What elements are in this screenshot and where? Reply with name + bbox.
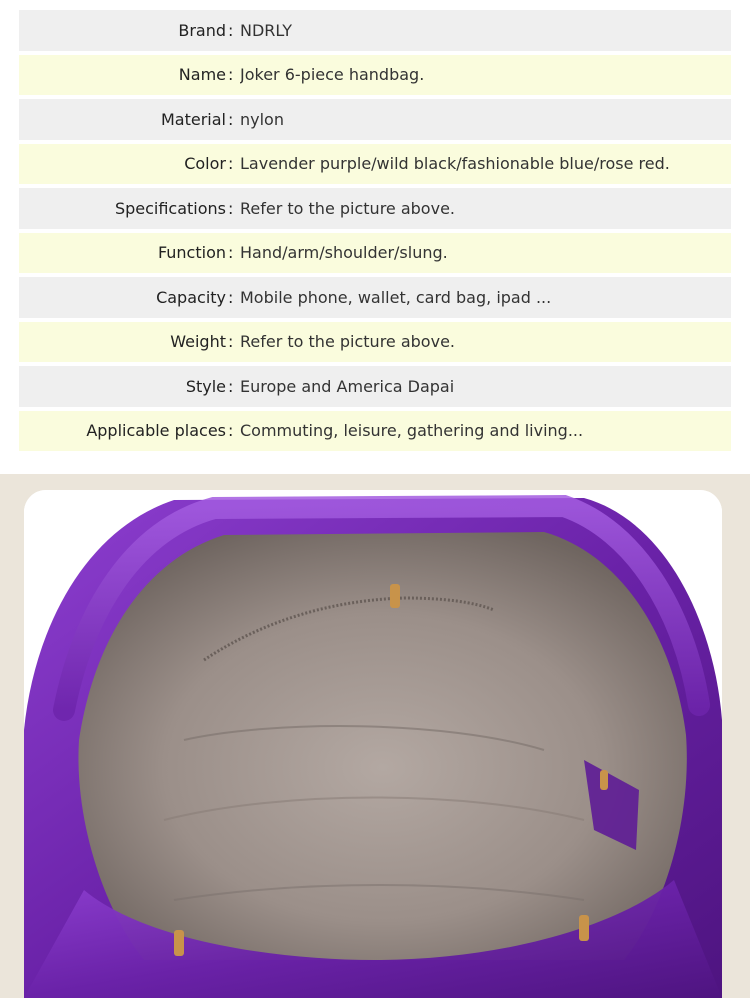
spec-label: Capacity <box>156 287 226 307</box>
product-photo <box>24 490 722 998</box>
spec-table <box>19 10 731 451</box>
spec-label: Specifications <box>114 198 226 218</box>
spec-colon: : <box>228 198 234 218</box>
bottom-zipper-pull-icon <box>174 930 184 956</box>
spec-colon: : <box>228 20 234 40</box>
spec-row-color <box>19 144 731 185</box>
spec-row-style <box>19 366 731 407</box>
spec-row-specifications <box>19 188 731 229</box>
spec-row-function <box>19 233 731 274</box>
spec-colon: : <box>228 65 234 85</box>
spec-label: Applicable places <box>86 421 226 441</box>
spec-value: Commuting, leisure, gathering and living... <box>240 421 584 441</box>
handbag-interior-image <box>24 490 722 998</box>
side-zipper-pull-icon <box>600 770 608 790</box>
spec-label: Color <box>184 154 226 174</box>
product-photo-section <box>0 474 750 998</box>
spec-row-weight <box>19 322 731 363</box>
spec-label: Material <box>161 109 226 129</box>
spec-value: Joker 6-piece handbag. <box>240 65 425 85</box>
spec-colon: : <box>228 154 234 174</box>
bag-lining <box>78 532 686 960</box>
spec-value: Refer to the picture above. <box>240 198 455 218</box>
spec-label: Weight <box>170 332 226 352</box>
spec-row-material <box>19 99 731 140</box>
spec-label: Brand <box>178 20 226 40</box>
spec-label: Name <box>178 65 226 85</box>
spec-value: nylon <box>240 109 284 129</box>
spec-row-brand <box>19 10 731 51</box>
spec-row-capacity <box>19 277 731 318</box>
spec-colon: : <box>228 376 234 396</box>
spec-value: Europe and America Dapai <box>240 376 455 396</box>
zipper-pull-icon <box>390 584 400 608</box>
spec-row-name <box>19 55 731 96</box>
spec-colon: : <box>228 287 234 307</box>
spec-value: Mobile phone, wallet, card bag, ipad ... <box>240 287 552 307</box>
spec-value: NDRLY <box>240 20 292 40</box>
spec-value: Hand/arm/shoulder/slung. <box>240 243 448 263</box>
spec-value: Lavender purple/wild black/fashionable blue/rose red. <box>240 154 670 174</box>
spec-colon: : <box>228 421 234 441</box>
spec-label: Function <box>157 243 226 263</box>
spec-row-applicable-places <box>19 411 731 452</box>
spec-colon: : <box>228 332 234 352</box>
spec-label: Style <box>185 376 226 396</box>
spec-colon: : <box>228 243 234 263</box>
spec-colon: : <box>228 109 234 129</box>
spec-value: Refer to the picture above. <box>240 332 455 352</box>
